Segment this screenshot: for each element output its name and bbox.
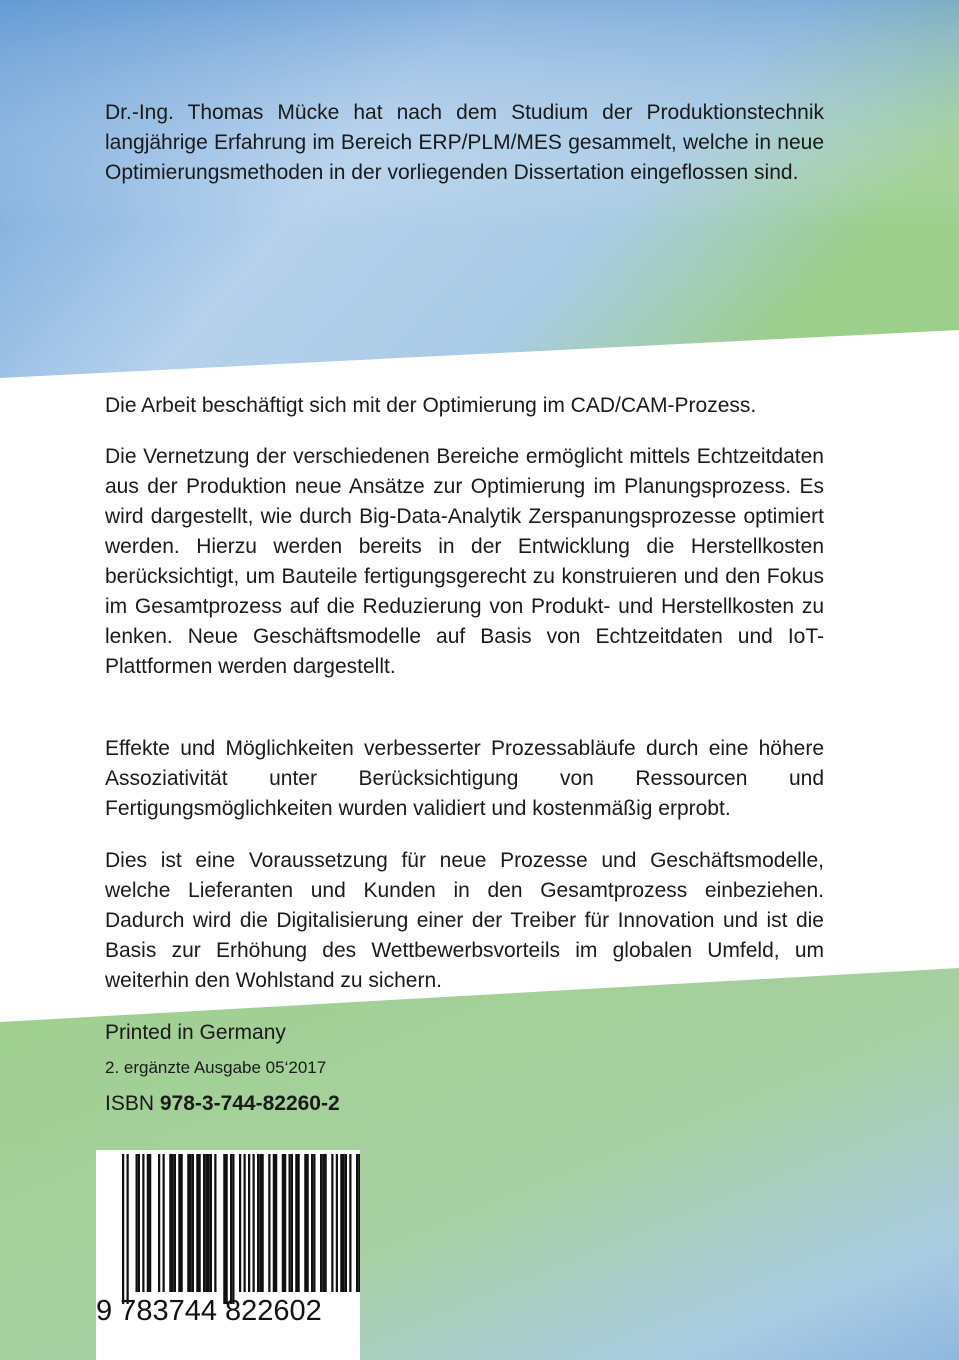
barcode-bar bbox=[203, 1154, 205, 1292]
barcode-bar bbox=[304, 1154, 306, 1292]
barcode-bar bbox=[192, 1154, 194, 1292]
barcode-bar bbox=[262, 1154, 264, 1292]
author-bio-paragraph: Dr.-Ing. Thomas Mücke hat nach dem Studium der Produktionstechnik langjährige Erfahrung im Bereich ERP/PLM/MES gesammelt, welche in neue Optimierungsmethoden in der vorliegenden Dissertation eingeflossen sind. bbox=[105, 101, 824, 184]
barcode-bar bbox=[127, 1154, 129, 1304]
barcode-bar bbox=[257, 1154, 259, 1292]
intro-paragraph: Die Arbeit beschäftigt sich mit der Optimierung im CAD/CAM-Prozess. bbox=[105, 394, 757, 417]
barcode-bar bbox=[284, 1154, 286, 1292]
isbn-line bbox=[105, 1092, 340, 1116]
barcode-bar bbox=[291, 1154, 293, 1292]
barcode-bar bbox=[158, 1154, 160, 1292]
barcode-bar bbox=[172, 1154, 174, 1292]
barcode-bar bbox=[196, 1154, 198, 1292]
barcode-digits: 9 783744 822602 bbox=[96, 1295, 322, 1327]
isbn-label: ISBN bbox=[105, 1092, 155, 1115]
barcode-bar bbox=[356, 1154, 358, 1292]
body-paragraph-1: Die Vernetzung der verschiedenen Bereiche ermöglicht mittels Echtzeitdaten aus der Produktion neue Ansätze zur Optimierung im Planungsprozess. Es wird dargestellt, wie durch Big-Data-Analytik Zerspanungsprozesse optimiert werden. Hierzu werden bereits in der Entwicklung die Herstellkosten berücksichtigt, um Bauteile fertigungsgerecht zu konstruieren und den Fokus im Gesamtprozess auf die Reduzierung von Produkt- und Herstellkosten zu lenken. Neue Geschäftsmodelle auf Basis von Echtzeitdaten und IoT-Plattformen werden dargestellt. bbox=[105, 445, 824, 678]
barcode-bar bbox=[343, 1154, 345, 1292]
barcode-bar bbox=[136, 1154, 138, 1292]
barcode-bar bbox=[190, 1154, 192, 1292]
barcode-bar bbox=[174, 1154, 176, 1292]
barcode-bar bbox=[259, 1154, 261, 1292]
barcode-bar bbox=[358, 1154, 360, 1292]
barcode-bar bbox=[138, 1154, 140, 1292]
top-gradient-shade bbox=[0, 0, 959, 378]
isbn-number: 978-3-744-82260-2 bbox=[159, 1092, 340, 1115]
barcode-bar bbox=[313, 1154, 315, 1292]
barcode-bar bbox=[322, 1154, 324, 1292]
barcode-bar bbox=[149, 1154, 151, 1292]
barcode-bar bbox=[169, 1154, 171, 1292]
barcode-bar bbox=[239, 1154, 241, 1292]
barcode-bar bbox=[275, 1154, 277, 1292]
barcode-bar bbox=[331, 1154, 333, 1292]
barcode-bar bbox=[340, 1154, 342, 1292]
barcode-bars bbox=[96, 1150, 360, 1360]
barcode-bar bbox=[163, 1154, 165, 1292]
body-paragraph-3: Dies ist eine Voraussetzung für neue Prozesse und Geschäftsmodelle, welche Lieferanten und Kunden in den Gesamtprozess einbeziehen. Dadurch wird die Digitalisierung einer der Treiber für Innovation und ist die Basis zur Erhöhung des Wettbewerbsvorteils im globalen Umfeld, um weiterhin den Wohlstand zu sichern. bbox=[105, 849, 824, 992]
barcode-bar bbox=[208, 1154, 210, 1292]
barcode-bar bbox=[226, 1154, 228, 1304]
body-paragraph-2: Effekte und Möglichkeiten verbesserter Prozessabläufe durch eine höhere Assoziativität unter Berücksichtigung von Ressourcen und Fertigungsmöglichkeiten wurden validiert und kostenmäßig erprobt. bbox=[105, 737, 824, 820]
barcode-bar bbox=[210, 1154, 212, 1292]
barcode-bar bbox=[181, 1154, 183, 1292]
barcode-bar bbox=[289, 1154, 291, 1292]
barcode-bar bbox=[178, 1154, 180, 1292]
barcode-bar bbox=[122, 1154, 124, 1304]
barcode-bar bbox=[349, 1154, 351, 1292]
barcode-bar bbox=[311, 1154, 313, 1292]
barcode-bar bbox=[345, 1154, 347, 1292]
barcode-bar bbox=[253, 1154, 255, 1292]
barcode-bar bbox=[282, 1154, 284, 1292]
barcode-bar bbox=[273, 1154, 275, 1292]
barcode-bar bbox=[295, 1154, 297, 1292]
barcode-bar bbox=[187, 1154, 189, 1292]
printed-in-label: Printed in Germany bbox=[105, 1021, 286, 1044]
barcode-bar bbox=[230, 1154, 232, 1304]
barcode-bar bbox=[320, 1154, 322, 1292]
barcode-bar bbox=[325, 1154, 327, 1292]
barcode-bar bbox=[142, 1154, 144, 1292]
barcode-bar bbox=[248, 1154, 250, 1292]
barcode-bar bbox=[223, 1154, 225, 1304]
barcode-bar bbox=[232, 1154, 234, 1304]
barcode-bar bbox=[298, 1154, 300, 1292]
barcode-bar bbox=[244, 1154, 246, 1292]
barcode-bar bbox=[147, 1154, 149, 1292]
barcode bbox=[96, 1150, 360, 1360]
barcode-bar bbox=[199, 1154, 201, 1292]
barcode-bar bbox=[336, 1154, 338, 1292]
barcode-bar bbox=[205, 1154, 207, 1292]
barcode-bar bbox=[268, 1154, 270, 1292]
barcode-bar bbox=[214, 1154, 216, 1292]
edition-label: 2. ergänzte Ausgabe 05‘2017 bbox=[105, 1058, 327, 1077]
barcode-bar bbox=[307, 1154, 309, 1292]
